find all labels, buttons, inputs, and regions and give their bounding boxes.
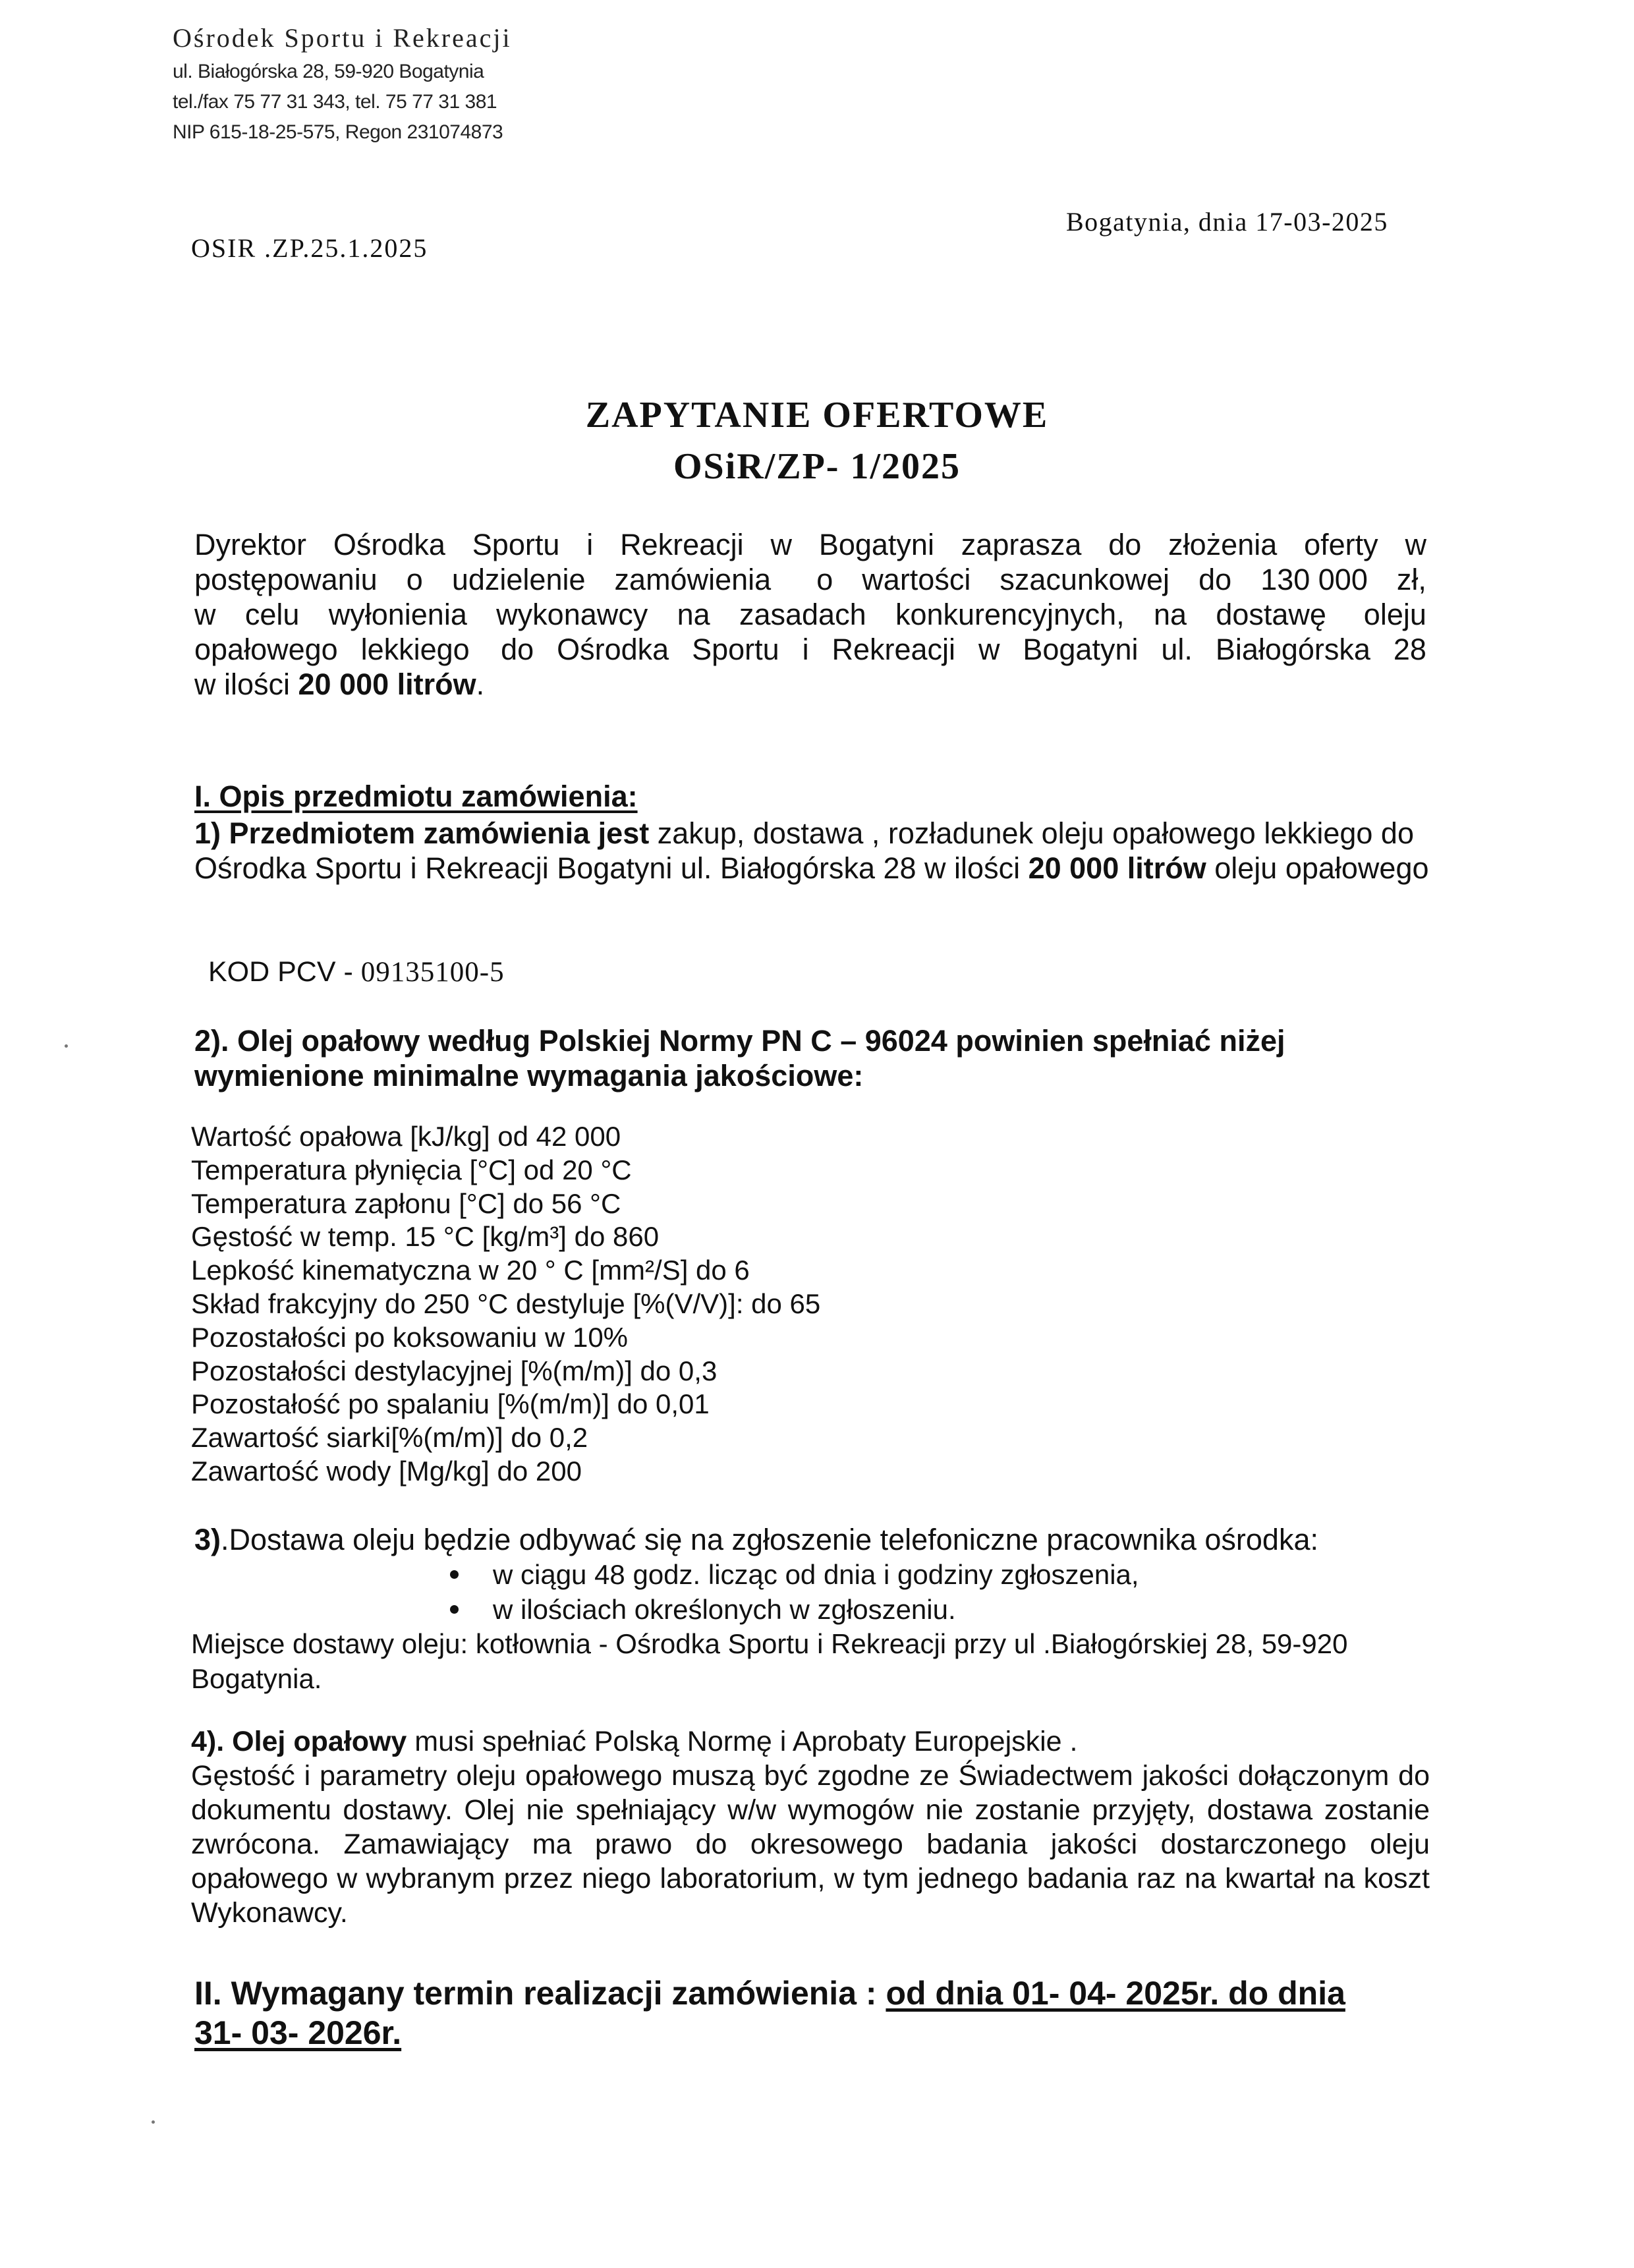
intro-word: dostawę <box>1216 598 1335 631</box>
delivery-bullets <box>450 1557 1139 1627</box>
spec-item: Wartość opałowa [kJ/kg] od 42 000 <box>191 1121 621 1152</box>
intro-word: do <box>501 633 534 666</box>
spec-item: Pozostałości po koksowaniu w 10% <box>191 1321 629 1353</box>
intro-word: 28 <box>1393 633 1426 666</box>
item-3-number: 3) <box>194 1523 221 1556</box>
intro-word: konkurencyjnych, <box>895 598 1125 631</box>
item-1-quantity: 20 000 litrów <box>1028 851 1206 885</box>
intro-word: 130 000 <box>1260 563 1368 596</box>
intro-word: Rekreacji <box>620 528 744 561</box>
intro-word: ul. <box>1161 633 1193 666</box>
item-1-text-a: zakup, dostawa , rozładunek oleju opałowego lekkiego do Ośrodka Sportu i Rekreacji Bogatyni ul. Białogórska 28 w ilości <box>194 816 1414 885</box>
intro-last-line <box>194 667 1426 702</box>
intro-word: na <box>677 598 710 631</box>
item-4-first-line <box>191 1724 1430 1759</box>
intro-word: zamówienia <box>614 563 788 596</box>
letterhead-ids: NIP 615-18-25-575, Regon 231074873 <box>173 121 503 143</box>
intro-word: na <box>1153 598 1187 631</box>
intro-word: opałowego <box>194 633 338 666</box>
spec-item: Temperatura zapłonu [°C] do 56 °C <box>191 1187 621 1219</box>
bullet-item <box>450 1592 1139 1627</box>
intro-word: wyłonienia <box>328 598 467 631</box>
intro-word: postępowaniu <box>194 563 378 596</box>
intro-word: oleju <box>1363 598 1426 631</box>
intro-word: szacunkowej <box>1000 563 1170 596</box>
spec-item: Pozostałości destylacyjnej [%(m/m)] do 0,3 <box>191 1355 718 1386</box>
intro-word: Rekreacji <box>831 633 956 666</box>
intro-quantity: 20 000 litrów <box>298 667 476 701</box>
item-4-text-1: musi spełniać Polską Normę i Aprobaty Europejskie . <box>407 1726 1078 1757</box>
intro-word: i <box>802 633 809 666</box>
item-4 <box>191 1724 1430 1930</box>
spec-item: Lepkość kinematyczna w 20 ° C [mm²/S] do 6 <box>191 1255 750 1286</box>
date-line: Bogatynia, dnia 17-03-2025 <box>1066 207 1388 237</box>
spec-item: Gęstość w temp. 15 °C [kg/m³] do 860 <box>191 1221 660 1253</box>
intro-word: zasadach <box>739 598 866 631</box>
intro-word: w <box>770 528 792 561</box>
intro-word: do <box>1108 528 1142 561</box>
spec-item: Zawartość siarki[%(m/m)] do 0,2 <box>191 1422 588 1454</box>
document-subtitle: OSiR/ZP- 1/2025 <box>673 446 961 487</box>
section-1-heading: I. Opis przedmiotu zamówienia: <box>194 780 638 813</box>
intro-line <box>194 632 1426 667</box>
letterhead-name: Ośrodek Sportu i Rekreacji <box>173 23 512 53</box>
intro-word: o <box>816 563 833 596</box>
intro-word: Dyrektor <box>194 528 307 561</box>
intro-word: do <box>1198 563 1232 596</box>
kod-value: 09135100-5 <box>360 957 505 988</box>
intro-word: Sportu <box>472 528 560 561</box>
item-4-lead: 4). Olej opałowy <box>191 1726 407 1757</box>
intro-word: lekkiego <box>360 633 478 666</box>
bullet-text: w ciągu 48 godz. licząc od dnia i godziny zgłoszenia, <box>493 1559 1139 1590</box>
intro-line <box>194 597 1426 632</box>
intro-word: zaprasza <box>961 528 1082 561</box>
spec-item: Zawartość wody [Mg/kg] do 200 <box>191 1455 582 1487</box>
spec-item: Skład frakcyjny do 250 °C destyluje [%(V/V)]: do 65 <box>191 1288 821 1319</box>
intro-word: złożenia <box>1168 528 1278 561</box>
intro-paragraph <box>194 527 1426 702</box>
intro-word: Bogatyni <box>1023 633 1139 666</box>
bullet-text: w ilościach określonych w zgłoszeniu. <box>493 1594 956 1625</box>
reference-number: OSIR .ZP.25.1.2025 <box>191 233 428 263</box>
intro-word: zł, <box>1396 563 1426 596</box>
intro-word: celu <box>244 598 300 631</box>
kod-label: KOD PCV - <box>208 956 361 988</box>
intro-line <box>194 527 1426 562</box>
section-2-line-1 <box>194 1973 1345 2013</box>
bullet-dot-icon <box>450 1570 459 1579</box>
section-2-line-2 <box>194 2013 1345 2053</box>
letterhead-address: ul. Białogórska 28, 59-920 Bogatynia <box>173 61 484 82</box>
intro-word: wartości <box>862 563 971 596</box>
intro-word: Ośrodka <box>333 528 445 561</box>
intro-word: Białogórska <box>1215 633 1370 666</box>
spec-item: Temperatura płynięcia [°C] od 20 °C <box>191 1154 632 1185</box>
intro-word: wykonawcy <box>496 598 648 631</box>
scan-mark <box>65 1044 68 1048</box>
item-1-lead: Przedmiotem zamówienia jest <box>229 816 650 850</box>
section-2-range-a: od dnia 01- 04- 2025r. do dnia <box>886 1975 1345 2012</box>
item-3-text: .Dostawa oleju będzie odbywać się na zgłoszenie telefoniczne pracownika ośrodka: <box>221 1523 1318 1556</box>
document-title: ZAPYTANIE OFERTOWE <box>585 395 1049 436</box>
letterhead <box>173 20 512 142</box>
section-2-range-b: 31- 03- 2026r. <box>194 2014 402 2051</box>
intro-word: oferty <box>1304 528 1378 561</box>
intro-word: udzielenie <box>451 563 586 596</box>
bullet-dot-icon <box>450 1605 459 1614</box>
intro-word: i <box>586 528 594 561</box>
item-4-body: Gęstość i parametry oleju opałowego muszą być zgodne ze Świadectwem jakości dołączonym do dokumentu dostawy. Olej nie spełniający w/w wymogów nie zostanie przyjęty, dostawa zostanie zwrócona. Zamawiający ma prawo do okresowego badania jakości dostarczonego oleju opałowego w wybranym przez niego laboratorium, w tym jednego badania raz na kwartał na koszt Wykonawcy. <box>191 1760 1430 1929</box>
intro-last-suffix: . <box>476 667 485 701</box>
intro-word: w <box>1405 528 1426 561</box>
scan-mark <box>152 2120 155 2124</box>
intro-word: w <box>978 633 1000 666</box>
item-3 <box>194 1522 1446 1557</box>
intro-word: Sportu <box>692 633 779 666</box>
delivery-place: Miejsce dostawy oleju: kotłownia - Ośrodka Sportu i Rekreacji przy ul .Białogórskiej 28, 59-920 Bogatynia. <box>191 1628 1348 1694</box>
kod-pcv <box>208 956 505 988</box>
intro-word: Ośrodka <box>557 633 669 666</box>
spec-list <box>191 1120 820 1488</box>
intro-lines <box>194 527 1426 667</box>
spec-item: Pozostałość po spalaniu [%(m/m)] do 0,01 <box>191 1388 710 1420</box>
intro-last-prefix: w ilości <box>194 667 298 701</box>
intro-word: Bogatyni <box>818 528 934 561</box>
intro-line <box>194 562 1426 597</box>
section-2-label: II. Wymagany termin realizacji zamówienia : <box>194 1975 886 2012</box>
letterhead-phone: tel./fax 75 77 31 343, tel. 75 77 31 381 <box>173 91 497 113</box>
item-1-text-b: oleju opałowego <box>1206 851 1429 885</box>
section-2 <box>194 1973 1345 2053</box>
bullet-item <box>450 1557 1139 1592</box>
item-1-number: 1) <box>194 816 229 850</box>
intro-word: w <box>194 598 216 631</box>
intro-word: o <box>406 563 423 596</box>
item-2: 2). Olej opałowy według Polskiej Normy PN C – 96024 powinien spełniać niżej wymienione minimalne wymagania jakościowe: <box>194 1024 1285 1092</box>
item-1 <box>194 816 1446 886</box>
